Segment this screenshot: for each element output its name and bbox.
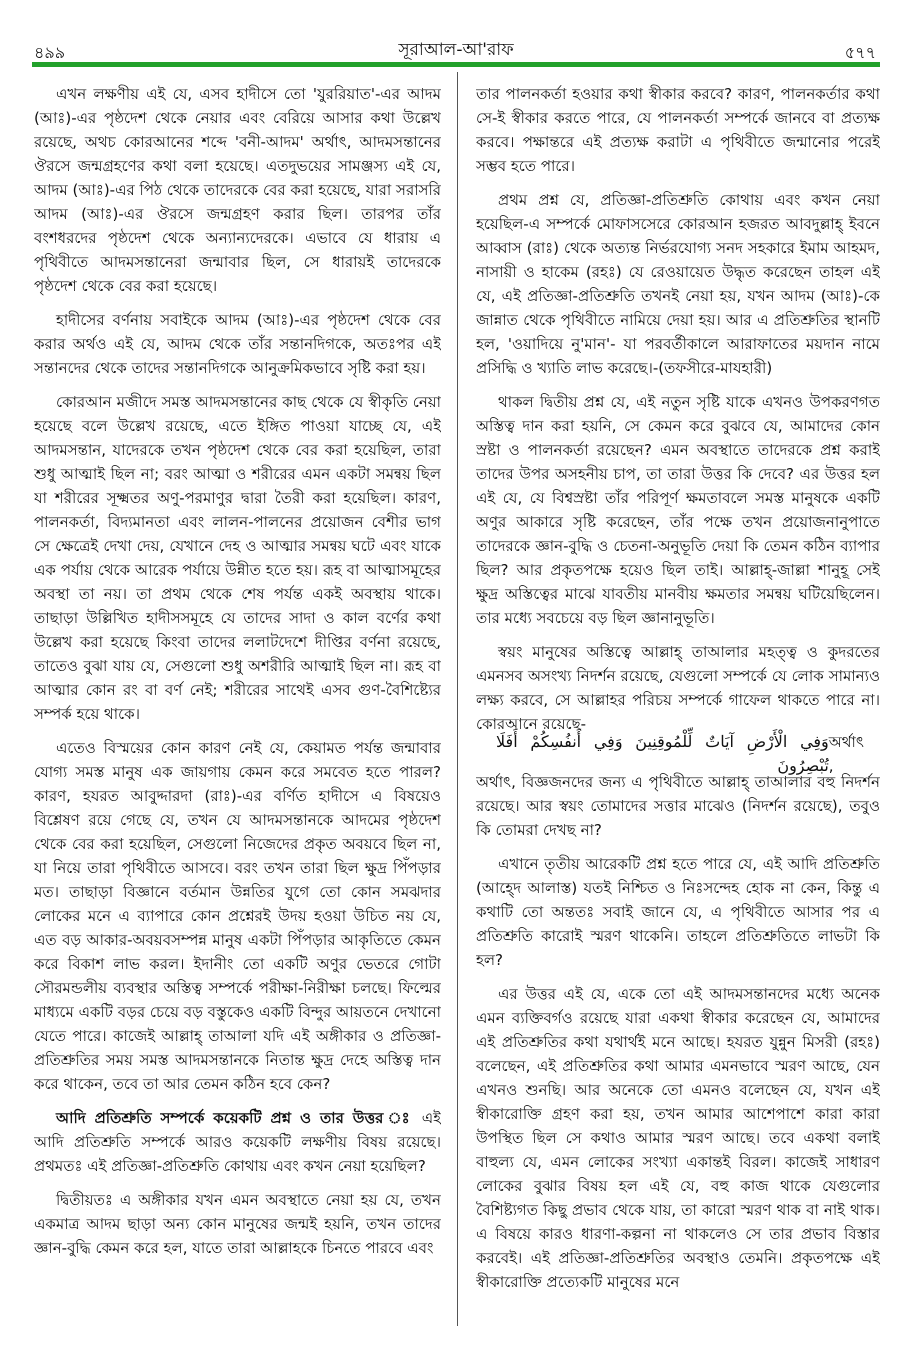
- column-divider: [457, 72, 458, 1326]
- paragraph: এখন লক্ষণীয় এই যে, এসব হাদীসে তো 'যুররিয়াত'-এর আদম (আঃ)-এর পৃষ্ঠদেশ থেকে নেয়ার এবং বেরিয়ে আসার কথা উল্লেখ রয়েছে, অথচ কোরআনের শব্দে 'বনী-আদম' অর্থাৎ, আদমসন্তানের ঔরসে জন্মগ্রহণের কথা বলা হয়েছে। এতদুভয়ের সামঞ্জস্য এই যে, আদম (আঃ)-এর পিঠ থেকে তাদেরকে বের করা হয়েছে, যারা সরাসরি আদম (আঃ)-এর ঔরসে জন্মগ্রহণ করার ছিল। তারপর তাঁর বংশধরদের পৃষ্ঠদেশ থেকে অন্যান্যদেরকে। এভাবে যে ধারায় এ পৃথিবীতে আদমসন্তানেরা জন্মাবার ছিল, সে ধারায়ই তাদেরকে পৃষ্ঠদেশ থেকে বের করা হয়েছে।: [34, 85, 441, 295]
- paragraph: এর উত্তর এই যে, একে তো এই আদমসন্তানদের মধ্যে অনেক এমন ব্যক্তিবর্গও রয়েছে যারা একথা স্বীকার করেছেন যে, আমাদের এই প্রতিশ্রুতির কথা যথার্থই মনে আছে। হযরত যুন্নুন মিসরী (রহঃ) বলেছেন, এই প্রতিশ্রুতির কথা আমার এমনভাবে স্মরণ আছে, যেন এখনও শুনছি। আর অনেকে তো এমনও বলেছেন যে, যখন এই স্বীকারোক্তি গ্রহণ করা হয়, তখন আমার আশেপাশে কারা কারা উপস্থিত ছিল সে কথাও আমার স্মরণ আছে। তবে একথা বলাই বাহুল্য যে, এমন লোকের সংখ্যা একান্তই বিরল। কাজেই সাধারণ লোকের বুঝার বিষয় হল এই যে, বহু কাজ থাকে যেগুলোর বৈশিষ্ট্যগত কিছু প্রভাব থেকে যায়, তা কারো স্মরণ থাক বা নাই থাক। এ বিষয়ে কারও ধারণা-কল্পনা না থাকলেও সে তার প্রভাব বিস্তার করবেই। এই প্রতিজ্ঞা-প্রতিশ্রুতির অবস্থাও তেমনি। প্রকৃতপক্ষে এই স্বীকারোক্তি প্রত্যেকটি মানুষের মনে: [476, 985, 880, 1291]
- paragraph-with-heading: [34, 1106, 441, 1178]
- paragraph: দ্বিতীয়তঃ এ অঙ্গীকার যখন এমন অবস্থাতে নেয়া হয় যে, তখন একমাত্র আদম ছাড়া অন্য কোন মানুষের জন্মই হয়নি, তখন তাদের জ্ঞান-বুদ্ধি কেমন করে হল, যাতে তারা আল্লাহকে চিনতে পারবে এবং: [34, 1191, 441, 1257]
- verse-meaning: অর্থাৎ, বিজ্ঞজনদের জন্য এ পৃথিবীতে আল্লাহ্ তাআলার বহু নিদর্শন রয়েছে। আর স্বয়ং তোমাদের সত্তার মাঝেও (নিদর্শন রয়েছে), তবুও কি তোমরা দেখছ না?: [476, 773, 880, 839]
- paragraph: তার পালনকর্তা হওয়ার কথা স্বীকার করবে? কারণ, পালনকর্তার কথা সে-ই স্বীকার করতে পারে, যে পালনকর্তা সম্পর্কে জানবে বা প্রত্যক্ষ করবে। পক্ষান্তরে এই প্রত্যক্ষ করাটা এ পৃথিবীতে জন্মানোর পরেই সম্ভব হতে পারে।: [476, 85, 880, 175]
- paragraph: প্রথম প্রশ্ন যে, প্রতিজ্ঞা-প্রতিশ্রুতি কোথায় এবং কখন নেয়া হয়েছিল-এ সম্পর্কে মোফাসসেরে কোরআন হজরত আবদুল্লাহ্ ইবনে আব্বাস (রাঃ) থেকে অত্যন্ত নির্ভরযোগ্য সনদ সহকারে ইমাম আহমদ, নাসায়ী ও হাকেম (রহঃ) যে রেওয়ায়েত উদ্ধৃত করেছেন তাহল এই যে, এই প্রতিজ্ঞা-প্রতিশ্রুতি তখনই নেয়া হয়, যখন আদম (আঃ)-কে জান্নাত থেকে পৃথিবীতে নামিয়ে দেয়া হয়। আর এ প্রতিশ্রুতির স্থানটি হল, 'ওয়াদিয়ে নু'মান'- যা পরবর্তীকালে আরাফাতের ময়দান নামে প্রসিদ্ধি ও খ্যাতি লাভ করেছে।-(তফসীরে-মাযহারী): [476, 191, 880, 377]
- right-column: [476, 82, 880, 1328]
- verse-label: অর্থাৎ ,: [828, 733, 864, 775]
- paragraph: কোরআন মজীদে সমস্ত আদমসন্তানের কাছ থেকে যে স্বীকৃতি নেয়া হয়েছে বলে উল্লেখ রয়েছে, এতে ইঙ্গিত পাওয়া যাচ্ছে যে, এই আদমসন্তান, যাদেরকে তখন পৃষ্ঠদেশ থেকে বের করা হয়েছিল, তারা শুধু আত্মাই ছিল না; বরং আত্মা ও শরীরের এমন একটা সমন্বয় ছিল যা শরীরের সূক্ষ্মতর অণু-পরমাণুর দ্বারা তৈরী করা হয়েছিল। কারণ, পালনকর্তা, বিদ্যমানতা এবং লালন-পালনের প্রয়োজন বেশীর ভাগ সে ক্ষেত্রেই দেখা দেয়, যেখানে দেহ ও আত্মার সমন্বয় ঘটে এবং যাকে এক পর্যায় থেকে আরেক পর্যায়ে উন্নীত হতে হয়। রূহ বা আত্মাসমূহের অবস্থা তা নয়। তা প্রথম থেকে শেষ পর্যন্ত একই অবস্থায় থাকে। তাছাড়া উল্লিখিত হাদীসসমূহে যে তাদের সাদা ও কাল বর্ণের কথা উল্লেখ করা হয়েছে কিংবা তাদের ললাটদেশে দীপ্তির বর্ণনা রয়েছে, তাতেও বুঝা যায় যে, সেগুলো শুধু অশরীরি আত্মাই ছিল না। রূহ বা আত্মার কোন রং বা বর্ণ নেই; শরীরের সাথেই এসব গুণ-বৈশিষ্ট্যের সম্পর্ক হয়ে থাকে।: [34, 393, 441, 723]
- page-number-left: ৪৯৯: [34, 43, 66, 62]
- paragraph: এখানে তৃতীয় আরেকটি প্রশ্ন হতে পারে যে, এই আদি প্রতিশ্রুতি (আহ্দে আলাস্ত) যতই নিশ্চিত ও নিঃসন্দেহ হোক না কেন, কিন্তু এ কথাটি তো অন্ততঃ সবাই জানে যে, এ পৃথিবীতে আসার পর এ প্রতিশ্রুতি কারোই স্মরণ থাকেনি। তাহলে প্রতিশ্রুতিতে লাভটা কি হল?: [476, 855, 880, 969]
- heading-paragraph-text: এই আদি প্রতিশ্রুতি সম্পর্কে আরও কয়েকটি লক্ষণীয় বিষয় রয়েছে। প্রথমতঃ এই প্রতিজ্ঞা-প্রতিশ্রুতি কোথায় এবং কখন নেয়া হয়েছিল?: [34, 1109, 441, 1175]
- section-heading: আদি প্রতিশ্রুতি সম্পর্কে কয়েকটি প্রশ্ন ও তার উত্তর ঃ: [56, 1109, 414, 1127]
- verse-arabic-text: وَفِي الْأَرْضِ آيَاتٌ لِّلْمُوقِنِينَ وَفِي أَنفُسِكُمْ أَفَلَا تُبْصِرُونَ: [496, 732, 829, 775]
- paragraph: হাদীসের বর্ণনায় সবাইকে আদম (আঃ)-এর পৃষ্ঠদেশ থেকে বের করার অর্থও এই যে, আদম থেকে তাঁর সন্তানদিগকে, অতঃপর এই সন্তানদের থেকে তাদের সন্তানদিগকে আনুক্রমিকভাবে সৃষ্টি করা হয়।: [34, 311, 441, 377]
- page-title: সূরাআল-আ'রাফ: [398, 40, 514, 60]
- quran-verse: [476, 732, 880, 775]
- paragraph: স্বয়ং মানুষের অস্তিত্বে আল্লাহ্ তাআলার মহত্ত্ব ও কুদরতের এমনসব অসংখ্য নিদর্শন রয়েছে, যেগুলো সম্পর্কে যে লোক সামান্যও লক্ষ্য করবে, সে আল্লাহর পরিচয় সম্পর্কে গাফেল থাকতে পারে না। কোরআনে রয়েছে-: [476, 643, 880, 733]
- header-rule: [32, 62, 880, 67]
- paragraph: এতেও বিস্ময়ের কোন কারণ নেই যে, কেয়ামত পর্যন্ত জন্মাবার যোগ্য সমস্ত মানুষ এক জায়গায় কেমন করে সমবেত হতে পারল? কারণ, হযরত আবুদ্দারদা (রাঃ)-এর বর্ণিত হাদীসে এ বিষয়েও বিশ্লেষণ রয়ে গেছে যে, তখন যে আদমসন্তানকে আদমের পৃষ্ঠদেশ থেকে বের করা হয়েছিল, সেগুলো নিজেদের প্রকৃত অবয়বে ছিল না, যা নিয়ে তারা পৃথিবীতে আসবে। বরং তখন তারা ছিল ক্ষুদ্র পিঁপড়ার মত। তাছাড়া বিজ্ঞানে বর্তমান উন্নতির যুগে তো কোন সমঝদার লোকের মনে এ ব্যাপারে কোন প্রশ্নেরই উদয় হওয়া উচিত নয় যে, এত বড় আকার-অবয়বসম্পন্ন মানুষ একটা পিঁপড়ার আকৃতিতে কেমন করে বিকাশ লাভ করল। ইদানীং তো একটি অণুর ভেতরে গোটা সৌরমন্ডলীয় ব্যবস্থার অস্তিত্ব সম্পর্কে পরীক্ষা-নিরীক্ষা চলছে। ফিল্মের মাধ্যমে একটি বড়র চেয়ে বড় বস্তুকেও একটি বিন্দুর আয়তনে দেখানো যেতে পারে। কাজেই আল্লাহ্ তাআলা যদি এই অঙ্গীকার ও প্রতিজ্ঞা-প্রতিশ্রুতির সময় সমস্ত আদমসন্তানকে নিতান্ত ক্ষুদ্র দেহে অস্তিত্ব দান করে থাকেন, তবে তা আর তেমন কঠিন হবে কেন?: [34, 739, 441, 1093]
- page-number-right: ৫৭৭: [844, 43, 876, 62]
- left-column: [34, 82, 441, 1328]
- paragraph: থাকল দ্বিতীয় প্রশ্ন যে, এই নতুন সৃষ্টি যাকে এখনও উপকরণগত অস্তিত্ব দান করা হয়নি, সে কেমন করে বুঝবে যে, আমাদের কোন স্রষ্টা ও পালনকর্তা রয়েছেন? এমন অবস্থাতে তাদেরকে প্রশ্ন করাই তাদের উপর অসহনীয় চাপ, তা তারা উত্তর কি দেবে? এর উত্তর হল এই যে, যে বিশ্বস্রষ্টা তাঁর পরিপূর্ণ ক্ষমতাবলে সমস্ত মানুষকে একটি অণুর আকারে সৃষ্টি করেছেন, তাঁর পক্ষে তখন প্রয়োজনানুপাতে তাদেরকে জ্ঞান-বুদ্ধি ও চেতনা-অনুভূতি দেয়া কি তেমন কঠিন ব্যাপার ছিল? আর প্রকৃতপক্ষে হয়েও ছিল তাই। আল্লাহ্-জাল্লা শানুহূ সেই ক্ষুদ্র অস্তিত্বের মাঝে যাবতীয় মানবীয় ক্ষমতার সমন্বয় ঘটিয়েছিলেন। তার মধ্যে সবচেয়ে বড় ছিল জ্ঞানানুভূতি।: [476, 393, 880, 627]
- page-header: [0, 0, 912, 62]
